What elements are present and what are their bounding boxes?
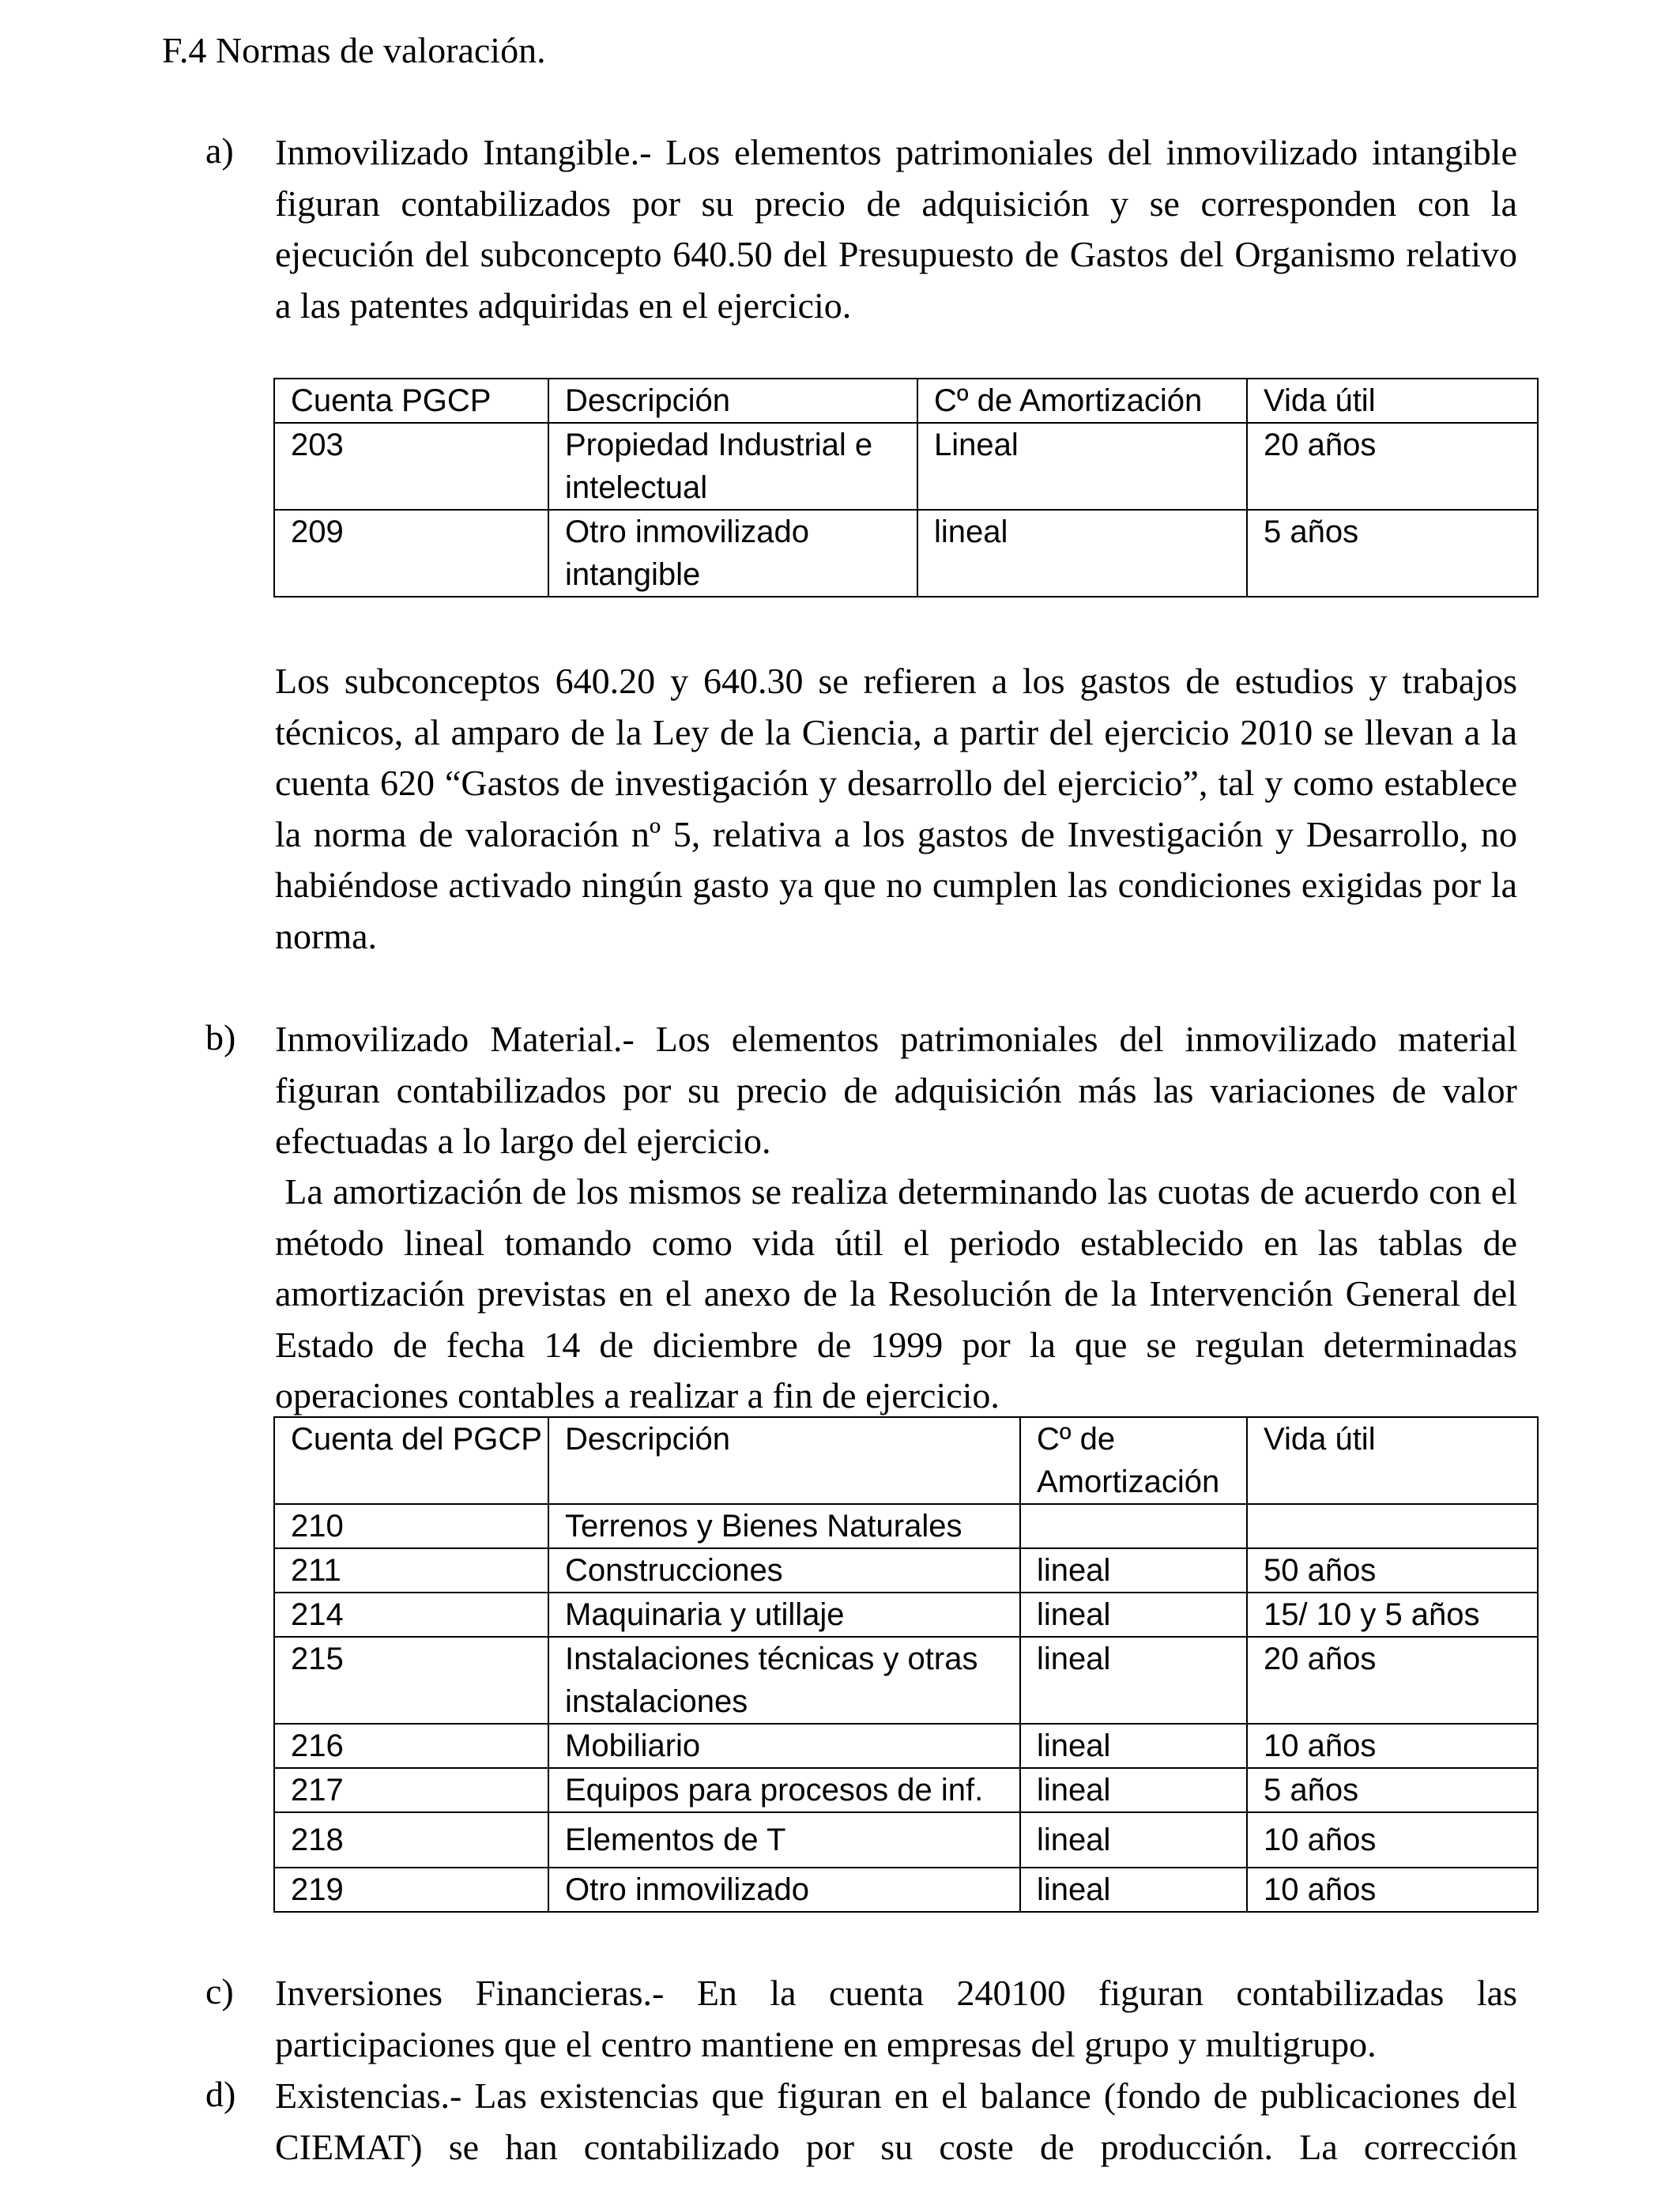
section-b-amortization: La amortización de los mismos se realiza determinando las cuotas de acuerdo con el método lineal tomando como vida útil el periodo establecido en las tablas de amortización previstas en el anexo de la Resolución de la Intervención General del Estado de fecha 14 de diciembre de 1999 por la que se regulan determinadas operaciones contables a realizar a fin de ejercicio.	[275, 1171, 1527, 1416]
page-heading: F.4 Normas de valoración.	[162, 30, 546, 70]
table-cell: 215	[274, 1637, 548, 1724]
table-header: Cuenta del PGCP	[274, 1417, 548, 1504]
table-cell	[1247, 1504, 1538, 1548]
section-b-intro: Inmovilizado Material.- Los elementos patrimoniales del inmovilizado material figuran contabilizados por su precio de adquisición más las variaciones de valor efectuadas a lo largo del ejercicio.	[275, 1019, 1517, 1161]
table-cell: Construcciones	[548, 1548, 1020, 1593]
table-header: Cuenta PGCP	[274, 379, 548, 423]
table-cell: Mobiliario	[548, 1724, 1020, 1768]
table-cell: Equipos para procesos de inf.	[548, 1768, 1020, 1812]
table-cell: 211	[274, 1548, 548, 1593]
table-row	[274, 423, 1538, 510]
section-a-intro: Inmovilizado Intangible.- Los elementos patrimoniales del inmovilizado intangible figuran contabilizados por su precio de adquisición y se corresponden con la ejecución del subconcepto 640.50 del Presupuesto de Gastos del Organismo relativo a las patentes adquiridas en el ejercicio.	[275, 132, 1517, 326]
table-header: Descripción	[548, 1417, 1020, 1504]
table-cell: Propiedad Industrial e intelectual	[548, 423, 917, 510]
table-cell: 20 años	[1247, 1637, 1538, 1724]
table-cell: Maquinaria y utillaje	[548, 1593, 1020, 1637]
table-cell: lineal	[1020, 1868, 1247, 1912]
table-cell: lineal	[1020, 1724, 1247, 1768]
section-a-letter: a)	[205, 130, 234, 171]
table-cell: 217	[274, 1768, 548, 1812]
table-cell: 209	[274, 510, 548, 597]
table-cell: 50 años	[1247, 1548, 1538, 1593]
table-cell: Instalaciones técnicas y otras instalaciones	[548, 1637, 1020, 1724]
material-table	[273, 1416, 1539, 1913]
table-cell: 5 años	[1247, 510, 1538, 597]
table-cell: lineal	[917, 510, 1247, 597]
table-row	[274, 510, 1538, 597]
table-header: Vida útil	[1247, 379, 1538, 423]
table-cell: 216	[274, 1724, 548, 1768]
table-header: Vida útil	[1247, 1417, 1538, 1504]
table-header: Cº de Amortización	[917, 379, 1247, 423]
table-cell: lineal	[1020, 1768, 1247, 1812]
table-cell: 10 años	[1247, 1868, 1538, 1912]
section-c-letter: c)	[205, 1971, 234, 2011]
table-cell: 203	[274, 423, 548, 510]
table-cell: Elementos de T	[548, 1812, 1020, 1868]
table-row	[274, 1724, 1538, 1768]
intangible-table	[273, 378, 1539, 598]
table-header: Descripción	[548, 379, 917, 423]
table-cell: Otro inmovilizado intangible	[548, 510, 917, 597]
table-cell: Lineal	[917, 423, 1247, 510]
table-cell: 10 años	[1247, 1724, 1538, 1768]
table-cell: 219	[274, 1868, 548, 1912]
table-cell: 210	[274, 1504, 548, 1548]
table-row	[274, 1637, 1538, 1724]
table-cell: Otro inmovilizado	[548, 1868, 1020, 1912]
table-cell	[1020, 1504, 1247, 1548]
table-row	[274, 1593, 1538, 1637]
section-a-note: Los subconceptos 640.20 y 640.30 se refieren a los gastos de estudios y trabajos técnicos, al amparo de la Ley de la Ciencia, a partir del ejercicio 2010 se llevan a la cuenta 620 “Gastos de investigación y desarrollo del ejercicio”, tal y como establece la norma de valoración nº 5, relativa a los gastos de Investigación y Desarrollo, no habiéndose activado ningún gasto ya que no cumplen las condiciones exigidas por la norma.	[275, 661, 1517, 956]
table-cell: Terrenos y Bienes Naturales	[548, 1504, 1020, 1548]
table-cell: 15/ 10 y 5 años	[1247, 1593, 1538, 1637]
table-cell: 20 años	[1247, 423, 1538, 510]
table-header: Cº de Amortización	[1020, 1417, 1247, 1504]
table-cell: lineal	[1020, 1548, 1247, 1593]
table-row	[274, 1768, 1538, 1812]
section-d-text: Existencias.- Las existencias que figuran en el balance (fondo de publicaciones del CIEMAT) se han contabilizado por su coste de producción. La corrección	[275, 2075, 1517, 2167]
section-c-text: Inversiones Financieras.- En la cuenta 240100 figuran contabilizadas las participaciones que el centro mantiene en empresas del grupo y multigrupo.	[275, 1973, 1517, 2064]
table-cell: 10 años	[1247, 1812, 1538, 1868]
table-row	[274, 1548, 1538, 1593]
table-cell: lineal	[1020, 1637, 1247, 1724]
table-header-row	[274, 1417, 1538, 1504]
table-header-row	[274, 379, 1538, 423]
table-cell: 214	[274, 1593, 548, 1637]
table-cell: 218	[274, 1812, 548, 1868]
table-row	[274, 1504, 1538, 1548]
table-row	[274, 1868, 1538, 1912]
table-cell: lineal	[1020, 1593, 1247, 1637]
table-cell: 5 años	[1247, 1768, 1538, 1812]
section-d-letter: d)	[205, 2074, 236, 2114]
table-row	[274, 1812, 1538, 1868]
table-cell: lineal	[1020, 1812, 1247, 1868]
section-b-letter: b)	[205, 1017, 236, 1057]
